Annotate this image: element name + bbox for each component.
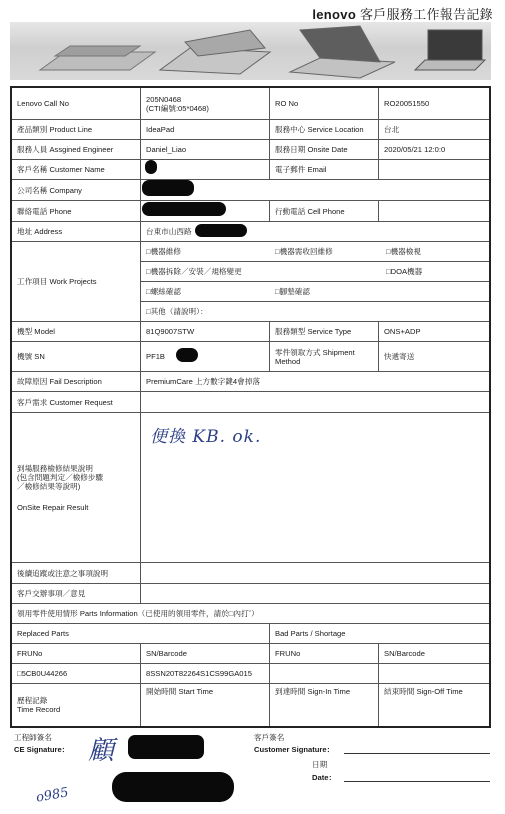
customer-signature-label-cn: 客戶簽名	[254, 733, 285, 742]
value-fail-description: PremiumCare 上方數字鍵4會掉落	[141, 372, 489, 392]
label-product-line: 產品類別 Product Line	[12, 120, 141, 140]
value-onsite-date: 2020/05/21 12:0:0	[379, 140, 489, 160]
redaction-phone	[142, 202, 226, 216]
repair-result-line-4: OnSite Repair Result	[17, 502, 89, 512]
laptop-illustration-2	[160, 30, 270, 74]
value-customer-name	[141, 160, 270, 180]
label-time-record	[12, 684, 141, 726]
value-follow-up	[141, 563, 489, 584]
label-onsite-date: 服務日期 Onsite Date	[270, 140, 379, 160]
repair-result-line-2: (包含問題判定／檢修步驟	[17, 472, 104, 482]
label-shipment-method: 零件領取方式 Shipment Method	[270, 342, 379, 372]
label-sign-off-time: 結束時間 Sign-Off Time	[384, 687, 463, 696]
label-bad-parts: Bad Parts / Shortage	[270, 624, 489, 644]
value-cell-phone	[379, 201, 489, 222]
value-model: 81Q9007STW	[141, 322, 270, 342]
checkbox-return-repair[interactable]: □機器需收回維修	[275, 247, 333, 256]
label-ro-no: RO No	[270, 88, 379, 120]
value-bad-fru-no	[270, 664, 379, 684]
label-company: 公司名稱 Company	[12, 180, 141, 201]
value-call-no	[141, 88, 270, 120]
work-row-1	[141, 242, 489, 262]
redaction-ce-signature	[128, 735, 204, 759]
label-sn: 機號 SN	[12, 342, 141, 372]
value-bad-sn-barcode	[379, 664, 489, 684]
label-sign-in-time: 到達時間 Sign-In Time	[270, 684, 379, 726]
time-record-en: Time Record	[17, 705, 61, 714]
call-no: 205N0468	[146, 94, 182, 104]
laptop-illustration-4	[415, 30, 485, 70]
value-sn: PF1B	[141, 342, 270, 372]
label-service-location: 服務中心 Service Location	[270, 120, 379, 140]
label-phone: 聯絡電話 Phone	[12, 201, 141, 222]
customer-signature-line[interactable]	[344, 753, 490, 754]
date-label-cn: 日期	[312, 760, 328, 769]
report-title	[288, 4, 493, 23]
value-shipment-method: 快遞寄送	[379, 342, 489, 372]
cti-no: (CTI編號:05*0468)	[146, 103, 209, 113]
value-service-type: ONS+ADP	[379, 322, 489, 342]
value-ro-no: RO20051550	[379, 88, 489, 120]
redaction-customer-name	[145, 160, 157, 174]
label-start-time: 開始時間 Start Time	[141, 684, 270, 726]
label-work-projects: 工作項目 Work Projects	[12, 242, 141, 322]
label-fail-description: 故障原因 Fail Description	[12, 372, 141, 392]
label-address: 地址 Address	[12, 222, 141, 242]
laptop-illustration-1	[40, 46, 155, 70]
redaction-phone-note	[112, 772, 234, 802]
value-service-location: 台北	[379, 120, 489, 140]
label-replaced-parts: Replaced Parts	[12, 624, 270, 644]
label-follow-up: 後續追蹤或注意之事項說明	[12, 563, 141, 584]
laptop-banner	[10, 22, 491, 80]
date-label-en: Date：	[312, 773, 337, 782]
handwritten-note: o985	[34, 785, 70, 806]
header-bad-fru-no: FRUNo	[270, 644, 379, 664]
laptop-illustration-3	[290, 26, 395, 78]
brand-name: lenovo	[312, 7, 357, 22]
repair-result-line-3: ／檢修結果等說明)	[17, 481, 81, 491]
service-report-form	[10, 86, 491, 728]
header-bad-sn-barcode: SN/Barcode	[379, 644, 489, 664]
report-heading: 客戶服務工作報告記錄	[359, 7, 493, 22]
label-customer-request: 客戶需求 Customer Request	[12, 392, 141, 413]
parts-information-header: 領用零件使用情形 Parts Information（已使用的領用零件，請於□內打ˇ）	[12, 604, 489, 624]
handwritten-repair-note: 便換 KB. ok.	[150, 427, 262, 447]
checkbox-doa[interactable]: □DOA機器	[386, 267, 423, 276]
work-row-3	[141, 282, 489, 302]
checkbox-screw[interactable]: □螺絲確認	[146, 287, 181, 296]
value-sn-barcode: 8SSN20T82264S1CS99GA015	[141, 664, 270, 684]
value-address: 台東市山西路	[141, 222, 489, 242]
value-fru-no[interactable]: □5CB0U44266	[12, 664, 141, 684]
value-engineer: Daniel_Liao	[141, 140, 270, 160]
work-row-4	[141, 302, 489, 322]
value-product-line: IdeaPad	[141, 120, 270, 140]
repair-result-line-1: 到場服務檢修結果說明	[17, 463, 93, 473]
checkbox-remove-install[interactable]: □機器拆除／安裝／規格變更	[146, 267, 242, 276]
ce-signature-handwriting: 顧	[88, 736, 115, 766]
checkbox-inspect[interactable]: □機器檢視	[386, 247, 421, 256]
redaction-address	[195, 224, 247, 237]
label-repair-result	[12, 413, 141, 563]
label-call-no: Lenovo Call No	[12, 88, 141, 120]
label-customer-name: 客戶名稱 Customer Name	[12, 160, 141, 180]
customer-signature-label-en: Customer Signature：	[254, 745, 335, 754]
checkbox-other[interactable]: □其他（請說明）：	[146, 307, 208, 316]
ce-signature-label-cn: 工程師簽名	[14, 733, 52, 742]
time-record-cn: 歷程記錄	[17, 696, 48, 705]
checkbox-foot-pad[interactable]: □腳墊確認	[275, 287, 310, 296]
label-model: 機型 Model	[12, 322, 141, 342]
header-fru-no: FRUNo	[12, 644, 141, 664]
work-row-2	[141, 262, 489, 282]
redaction-company	[142, 180, 194, 196]
header-sn-barcode: SN/Barcode	[141, 644, 270, 664]
value-email	[379, 160, 489, 180]
label-service-type: 服務類型 Service Type	[270, 322, 379, 342]
ce-signature-label-en: CE Signature：	[14, 745, 70, 754]
label-engineer: 服務人員 Assgined Engineer	[12, 140, 141, 160]
label-feedback: 客戶交辦事項／意見	[12, 584, 141, 604]
redaction-sn	[176, 348, 198, 362]
value-feedback	[141, 584, 489, 604]
checkbox-repair[interactable]: □機器維修	[146, 247, 181, 256]
date-line[interactable]	[344, 781, 490, 782]
label-email: 電子郵件 Email	[270, 160, 379, 180]
label-cell-phone: 行動電話 Cell Phone	[270, 201, 379, 222]
value-customer-request	[141, 392, 489, 413]
